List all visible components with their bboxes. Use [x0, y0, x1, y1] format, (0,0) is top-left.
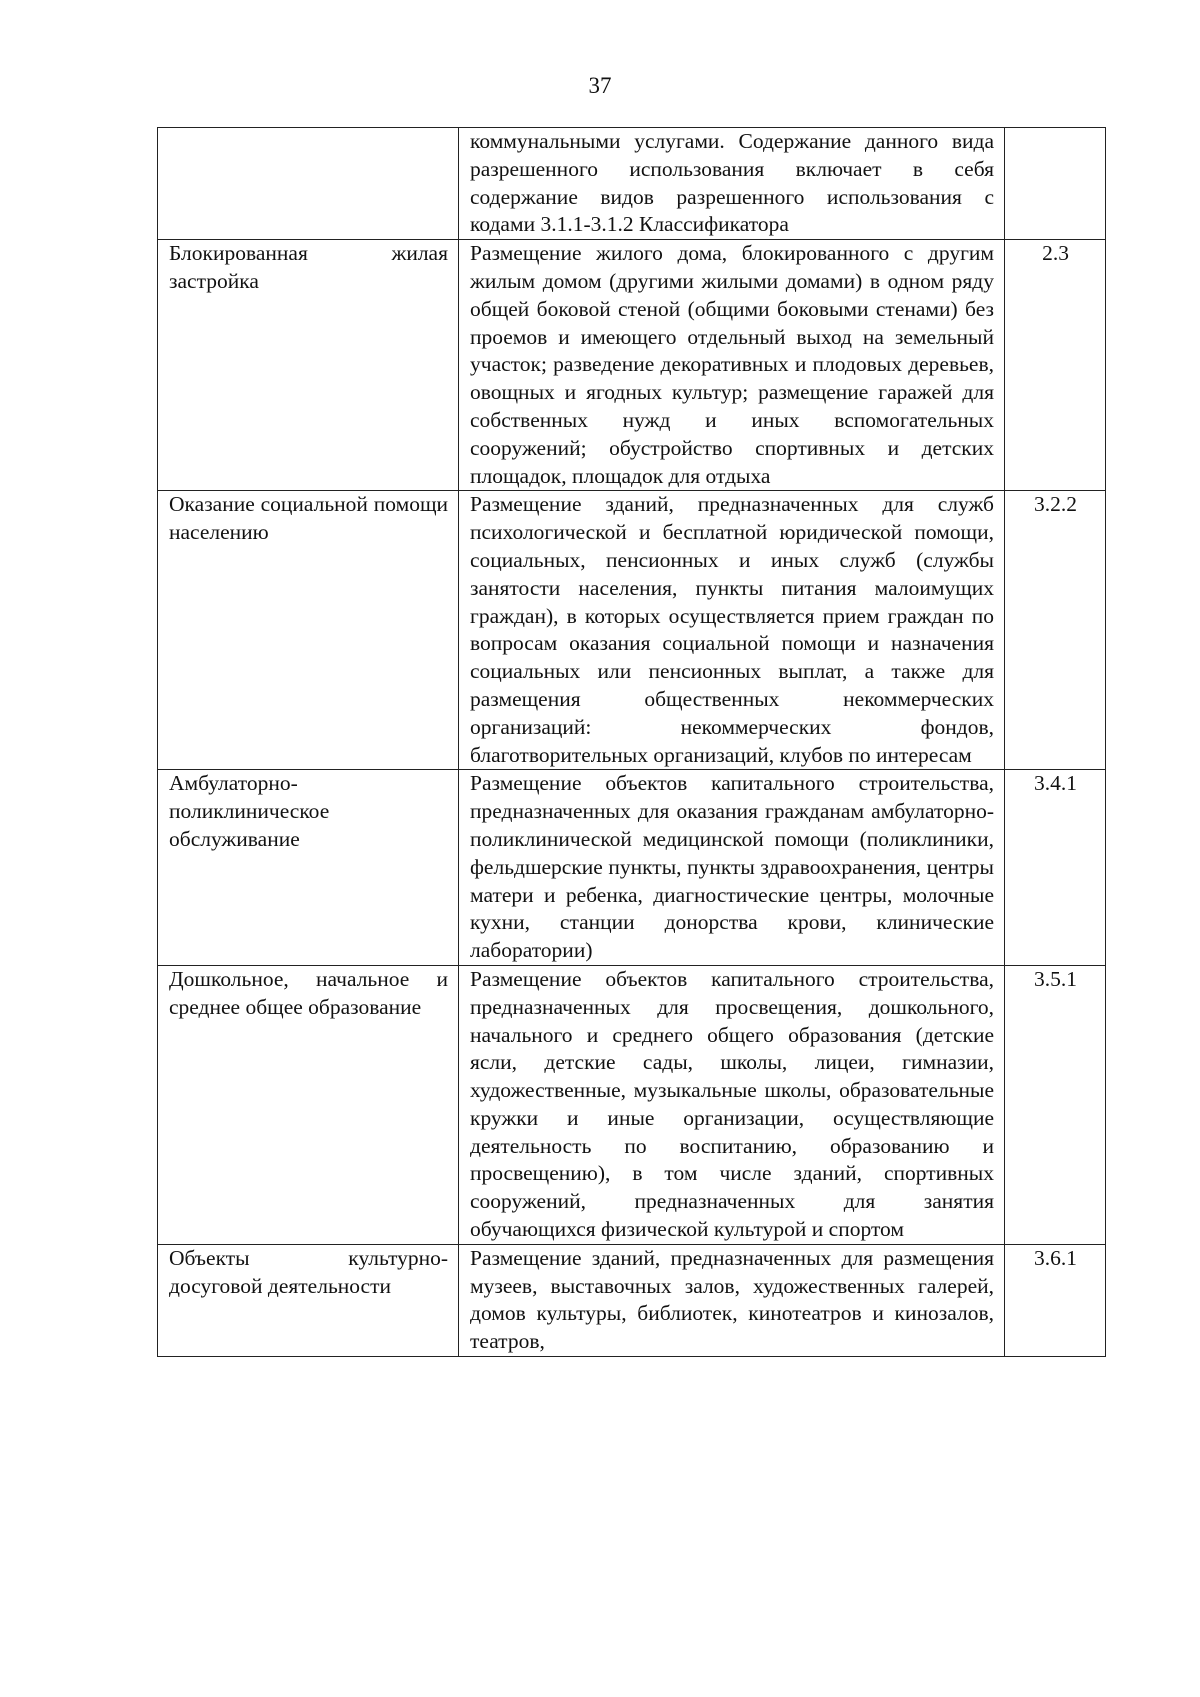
- table-row: [158, 240, 1106, 491]
- table-row: [158, 770, 1106, 966]
- table-row: [158, 965, 1106, 1244]
- use-type-name: Дошкольное, начальное и среднее общее образование: [158, 965, 459, 1244]
- use-type-description: Размещение зданий, предназначенных для служб психологической и бесплатной юридической помощи, социальных, пенсионных и иных служб (службы занятости населения, пункты питания малоимущих граждан), в которых осуществляется прием граждан по вопросам оказания социальной помощи и назначения социальных или пенсионных выплат, а также для размещения общественных некоммерческих организаций: некоммерческих фондов, благотворительных организаций, клубов по интересам: [459, 491, 1005, 770]
- use-type-description: Размещение объектов капитального строительства, предназначенных для оказания гражданам амбулаторно-поликлинической медицинской помощи (поликлиники, фельдшерские пункты, пункты здравоохранения, центры матери и ребенка, диагностические центры, молочные кухни, станции донорства крови, клинические лаборатории): [459, 770, 1005, 966]
- use-type-description: Размещение объектов капитального строительства, предназначенных для просвещения, дошкольного, начального и среднего общего образования (детские ясли, детские сады, школы, лицеи, гимназии, художественные, музыкальные школы, образовательные кружки и иные организации, осуществляющие деятельность по воспитанию, образованию и просвещению), в том числе зданий, спортивных сооружений, предназначенных для занятия обучающихся физической культурой и спортом: [459, 965, 1005, 1244]
- use-type-code: 3.5.1: [1005, 965, 1106, 1244]
- use-type-name: Объекты культурно-досуговой деятельности: [158, 1244, 459, 1356]
- use-type-code: 3.4.1: [1005, 770, 1106, 966]
- use-type-name: Амбулаторно-поликлиническое обслуживание: [158, 770, 459, 966]
- page-number: 37: [588, 73, 612, 98]
- land-use-table: [157, 127, 1106, 1357]
- use-type-description: коммунальными услугами. Содержание данного вида разрешенного использования включает в себя содержание видов разрешенного использования с кодами 3.1.1-3.1.2 Классификатора: [459, 128, 1005, 240]
- use-type-code: 2.3: [1005, 240, 1106, 491]
- use-type-code: 3.6.1: [1005, 1244, 1106, 1356]
- table-row: [158, 1244, 1106, 1356]
- use-type-name: Оказание социальной помощи населению: [158, 491, 459, 770]
- use-type-code: [1005, 128, 1106, 240]
- table-row: [158, 491, 1106, 770]
- table-row: [158, 128, 1106, 240]
- use-type-description: Размещение жилого дома, блокированного с другим жилым домом (другими жилыми домами) в одном ряду общей боковой стеной (общими боковыми стенами) без проемов и имеющего отдельный выход на земельный участок; разведение декоративных и плодовых деревьев, овощных и ягодных культур; размещение гаражей для собственных нужд и иных вспомогательных сооружений; обустройство спортивных и детских площадок, площадок для отдыха: [459, 240, 1005, 491]
- use-type-name: [158, 128, 459, 240]
- use-type-code: 3.2.2: [1005, 491, 1106, 770]
- use-type-name: Блокированная жилая застройка: [158, 240, 459, 491]
- use-type-description: Размещение зданий, предназначенных для размещения музеев, выставочных залов, художественных галерей, домов культуры, библиотек, кинотеатров и кинозалов, театров,: [459, 1244, 1005, 1356]
